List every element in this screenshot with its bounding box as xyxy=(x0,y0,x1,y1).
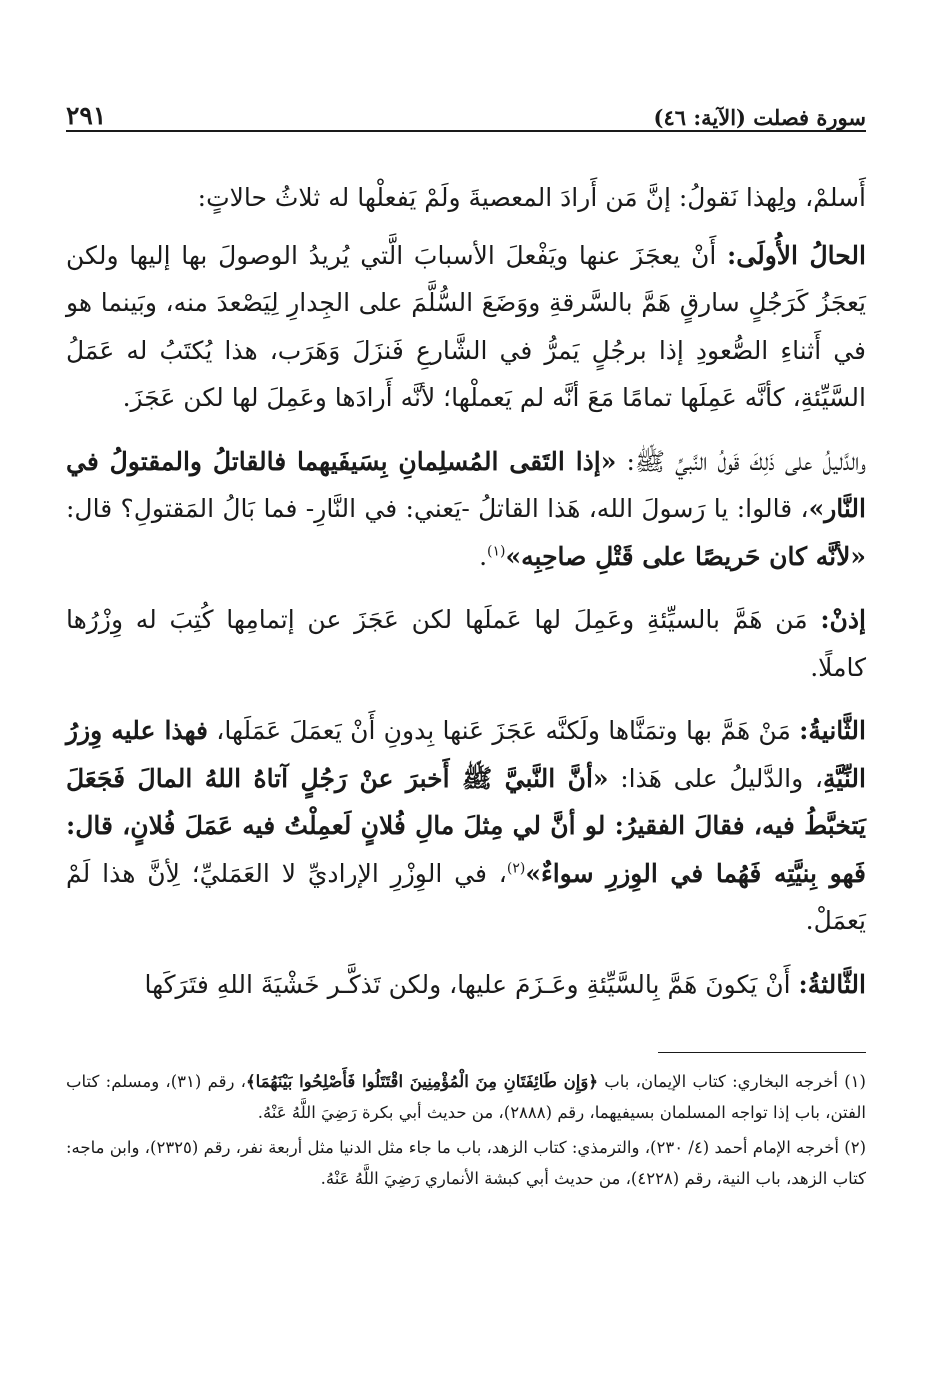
paragraph-text: أَسلمْ، ولِهذا نَقولُ: إنَّ مَن أَرادَ المعصيةَ ولَمْ يَفعلْها له ثلاثُ حالاتٍ: xyxy=(197,183,866,212)
running-title: سورة فصلت (الآية: ٤٦) xyxy=(653,105,866,130)
paragraph-evidence xyxy=(66,438,866,581)
paragraph-text: ، والدَّليلُ على هَذا: xyxy=(608,763,823,793)
emphasis-text: فهذا عليه وِزرُ النِّيَّةِ xyxy=(66,716,866,793)
footnotes xyxy=(66,1066,866,1198)
footnote-text: (١) أخرجه البخاري: كتاب الإيمان، باب xyxy=(597,1072,866,1091)
paragraph-conclusion xyxy=(66,596,866,691)
first-case-heading: الحالُ الأُولَى: xyxy=(727,240,866,270)
footnote-1 xyxy=(66,1066,866,1128)
header-rule xyxy=(66,130,866,132)
paragraph-text: مَن هَمَّ بالسيِّئةِ وعَمِلَ لها عَملَها لكن عَجَزَ عن إتمامِها كُتِبَ له وِزْرُها كاملًا. xyxy=(66,605,866,682)
third-case-heading: الثَّالثةُ: xyxy=(798,969,866,999)
page-number: ٢٩١ xyxy=(66,101,107,130)
footnote-text: (٢) أخرجه الإمام أحمد (٤/ ٢٣٠)، والترمذي: كتاب الزهد، باب ما جاء مثل الدنيا مثل أربعة نفر، رقم (٢٣٢٥)، وابن ماجه: كتاب الزهد، باب النية، رقم (٤٢٢٨)، من حديث أبي كبشة الأنماري رَضِيَ اللَّهُ عَنْهُ. xyxy=(66,1138,866,1188)
paragraph-third-case xyxy=(66,961,866,1009)
body-text xyxy=(66,174,866,1024)
paragraph-text: مَنْ هَمَّ بها وتمَنَّاها ولَكنَّه عَجَزَ عَنها بِدونِ أَنْ يَعمَلَ عَمَلَها، xyxy=(207,716,800,745)
paragraph-text: أَنْ يعجَزَ عنها ويَفْعلَ الأسبابَ الَّتي يُريدُ الوصولَ بها إليها ولكن يَعجَزُ كَرَجُلٍ سارقٍ هَمَّ بالسَّرقةِ ووَضَعَ السُّلَّمَ على الجِدارِ لِيَصْعدَ منه، وبَينما هو في أَثناءِ الصُّعودِ إذا برجُلٍ يَمرُّ في الشَّارعِ فَنزَلَ وَهَرَب، هذا يُكتَبُ له عَمَلُ السَّيِّئةِ، كأنَّه عَمِلَها تمامًا مَعَ أنَّه لم يَعملْها؛ لأنَّه أَرادَها وعَمِلَ لها لكن عَجَزَ. xyxy=(66,240,866,412)
footnote-ref: (١) xyxy=(487,543,506,560)
paragraph-intro xyxy=(66,174,866,222)
quran-verse: ﴿وَإِن طَائِفَتَانِ مِنَ الْمُؤْمِنِينَ اقْتَتَلُوا فَأَصْلِحُوا بَيْنَهُمَا﴾ xyxy=(246,1072,598,1091)
paragraph-text: ، في الوِزْرِ الإراديِّ لا العَمَليِّ؛ لِأنَّ هذا لَمْ يَعمَلْ. xyxy=(66,858,866,935)
footnote-ref: (٢) xyxy=(506,860,526,877)
paragraph-second-case xyxy=(66,707,866,945)
footnote-2 xyxy=(66,1132,866,1194)
conclusion-heading: إذنْ: xyxy=(820,605,866,634)
hadith-quote: «لأنَّه كان حَريصًا على قَتْلِ صاحِبِه» xyxy=(505,541,866,571)
paragraph-text: والدَّليلُ على ذَلِكَ قَولُ النَّبيِّ ﷺ: xyxy=(616,446,867,476)
paragraph-text: . xyxy=(479,541,488,571)
hadith-quote: «أنَّ النَّبيَّ ﷺ أَخبرَ عنْ رَجُلٍ آتاهُ اللهُ المالَ فَجَعَلَ يَتخبَّطُ فيه، فقالَ الفقيرُ: لو أنَّ لي مِثلَ مالِ فُلانٍ لَعمِلْتُ فيه عَمَلَ فُلانٍ، قال: فَهو بِنيَّتِه فَهُما في الوِزرِ سواءٌ» xyxy=(66,763,866,888)
hadith-quote: «إذا التَقى المُسلِمانِ بِسَيفَيهما فالقاتلُ والمقتولُ في النَّار» xyxy=(66,446,866,523)
second-case-heading: الثَّانيةُ: xyxy=(799,716,866,745)
footnote-text: ، رقم (٣١)، ومسلم: كتاب الفتن، باب إذا تواجه المسلمان بسيفيهما، رقم (٢٨٨٨)، من حديث أبي بكرة رَضِيَ اللَّهُ عَنْهُ. xyxy=(66,1072,866,1122)
paragraph-text: ، قالوا: يا رَسولَ الله، هَذا القاتلُ -يَعني: في النَّارِ- فما بَالُ المَقتولِ؟ قال: xyxy=(66,494,809,523)
paragraph-first-case xyxy=(66,232,866,422)
footnote-rule xyxy=(658,1052,866,1053)
paragraph-text: أَنْ يَكونَ هَمَّ بِالسَّيِّئةِ وعَـزَمَ عليها، ولكن تَذكَّـر خَشْيَةَ اللهِ فتَرَكَها xyxy=(144,969,799,999)
page-header xyxy=(66,96,866,130)
